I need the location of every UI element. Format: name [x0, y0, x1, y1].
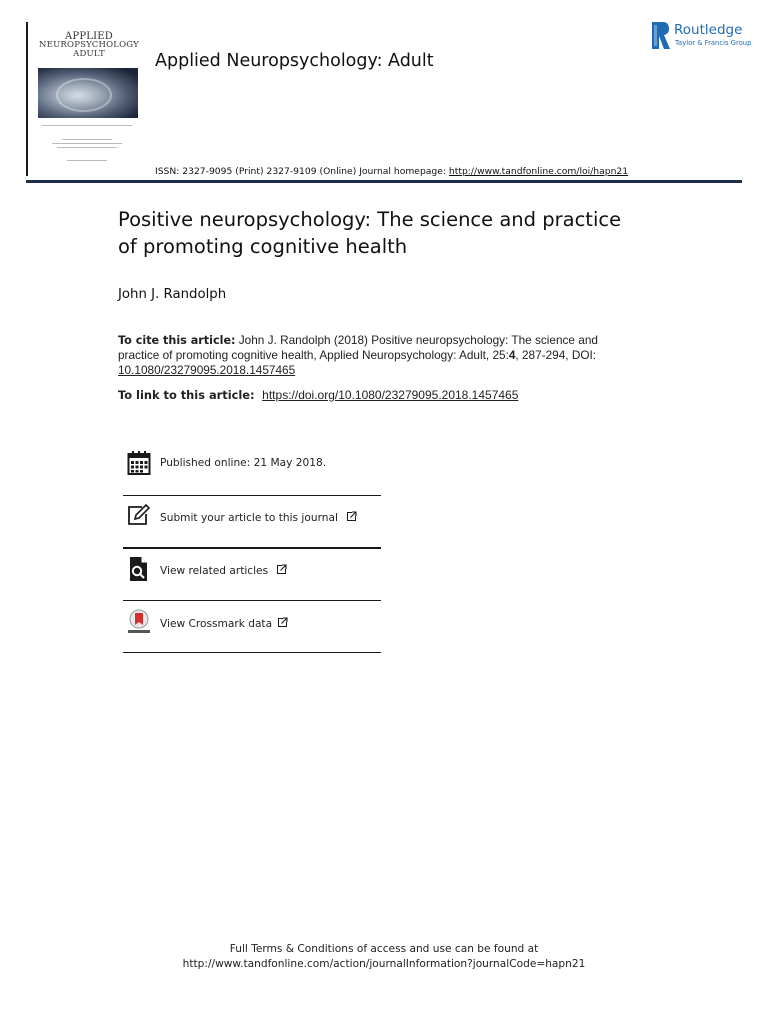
- citation-pages: , 287-294: [515, 348, 566, 362]
- citation-issue: 4: [508, 348, 516, 362]
- related-articles-label: View related articles: [160, 565, 269, 577]
- footer-line1: Full Terms & Conditions of access and use can be found at: [229, 943, 539, 955]
- journal-cover-thumbnail: [26, 22, 146, 176]
- crossmark-link[interactable]: [160, 617, 288, 630]
- journal-homepage-link[interactable]: http://www.tandfonline.com/loi/hapn21: [448, 166, 629, 177]
- footer-terms-link[interactable]: http://www.tandfonline.com/action/journalInformation?journalCode=hapn21: [182, 958, 586, 970]
- publisher-logo[interactable]: [652, 22, 752, 52]
- cover-brain-image: [38, 68, 138, 118]
- document-search-icon: [127, 556, 151, 582]
- divider: [123, 652, 381, 653]
- citation-doi-link[interactable]: 10.1080/23279095.2018.1457465: [118, 363, 296, 377]
- cover-title: [36, 32, 142, 59]
- issn-text: ISSN: 2327-9095 (Print) 2327-9109 (Online) Journal homepage:: [155, 166, 446, 177]
- submit-article-link[interactable]: [160, 511, 357, 524]
- cover-title-line3: ADULT: [73, 49, 105, 59]
- cover-text-line: [67, 160, 107, 161]
- cover-text-line: [52, 143, 122, 144]
- crossmark-row[interactable]: [123, 609, 381, 661]
- author-name: John J. Randolph: [118, 287, 227, 302]
- edit-icon: [127, 503, 151, 529]
- footer: [0, 942, 768, 972]
- crossmark-icon: [127, 609, 151, 635]
- header-rule: [26, 180, 742, 183]
- citation-doi-label: , DOI:: [565, 348, 597, 362]
- cover-text-line: [62, 139, 112, 140]
- article-title: Positive neuropsychology: The science and practice of promoting cognitive health: [118, 208, 622, 258]
- divider: [123, 495, 381, 496]
- cover-text-line: [57, 147, 117, 148]
- crossmark-label: View Crossmark data: [160, 618, 273, 630]
- publisher-name: Routledge: [674, 22, 743, 38]
- issn-line: [155, 166, 628, 177]
- citation-label: To cite this article:: [118, 334, 236, 347]
- published-online-text: Published online: 21 May 2018.: [160, 457, 327, 469]
- cover-title-line2: NEUROPSYCHOLOGY: [39, 40, 139, 50]
- calendar-icon: [127, 450, 151, 476]
- related-articles-link[interactable]: [160, 564, 287, 577]
- divider: [123, 600, 381, 601]
- external-link-icon: [277, 617, 288, 628]
- article-doi-link[interactable]: https://doi.org/10.1080/23279095.2018.1457465: [262, 388, 519, 402]
- citation-text: John J. Randolph (2018) Positive neuropsychology: The science and practice of promoting cognitive health, Applied Neuropsychology: Adult, 25:: [118, 333, 598, 362]
- divider: [123, 547, 381, 549]
- link-block: [118, 388, 638, 402]
- external-link-icon: [276, 564, 287, 575]
- publisher-sub: Taylor & Francis Group: [675, 39, 752, 47]
- cover-title-line1: APPLIED: [65, 31, 113, 42]
- cover-text-line: [42, 125, 132, 126]
- routledge-r-logo-icon: [652, 22, 670, 49]
- external-link-icon: [346, 511, 357, 522]
- citation-block: [118, 333, 638, 378]
- journal-name: Applied Neuropsychology: Adult: [155, 51, 434, 71]
- link-label: To link to this article:: [118, 388, 255, 402]
- submit-article-label: Submit your article to this journal: [160, 512, 338, 524]
